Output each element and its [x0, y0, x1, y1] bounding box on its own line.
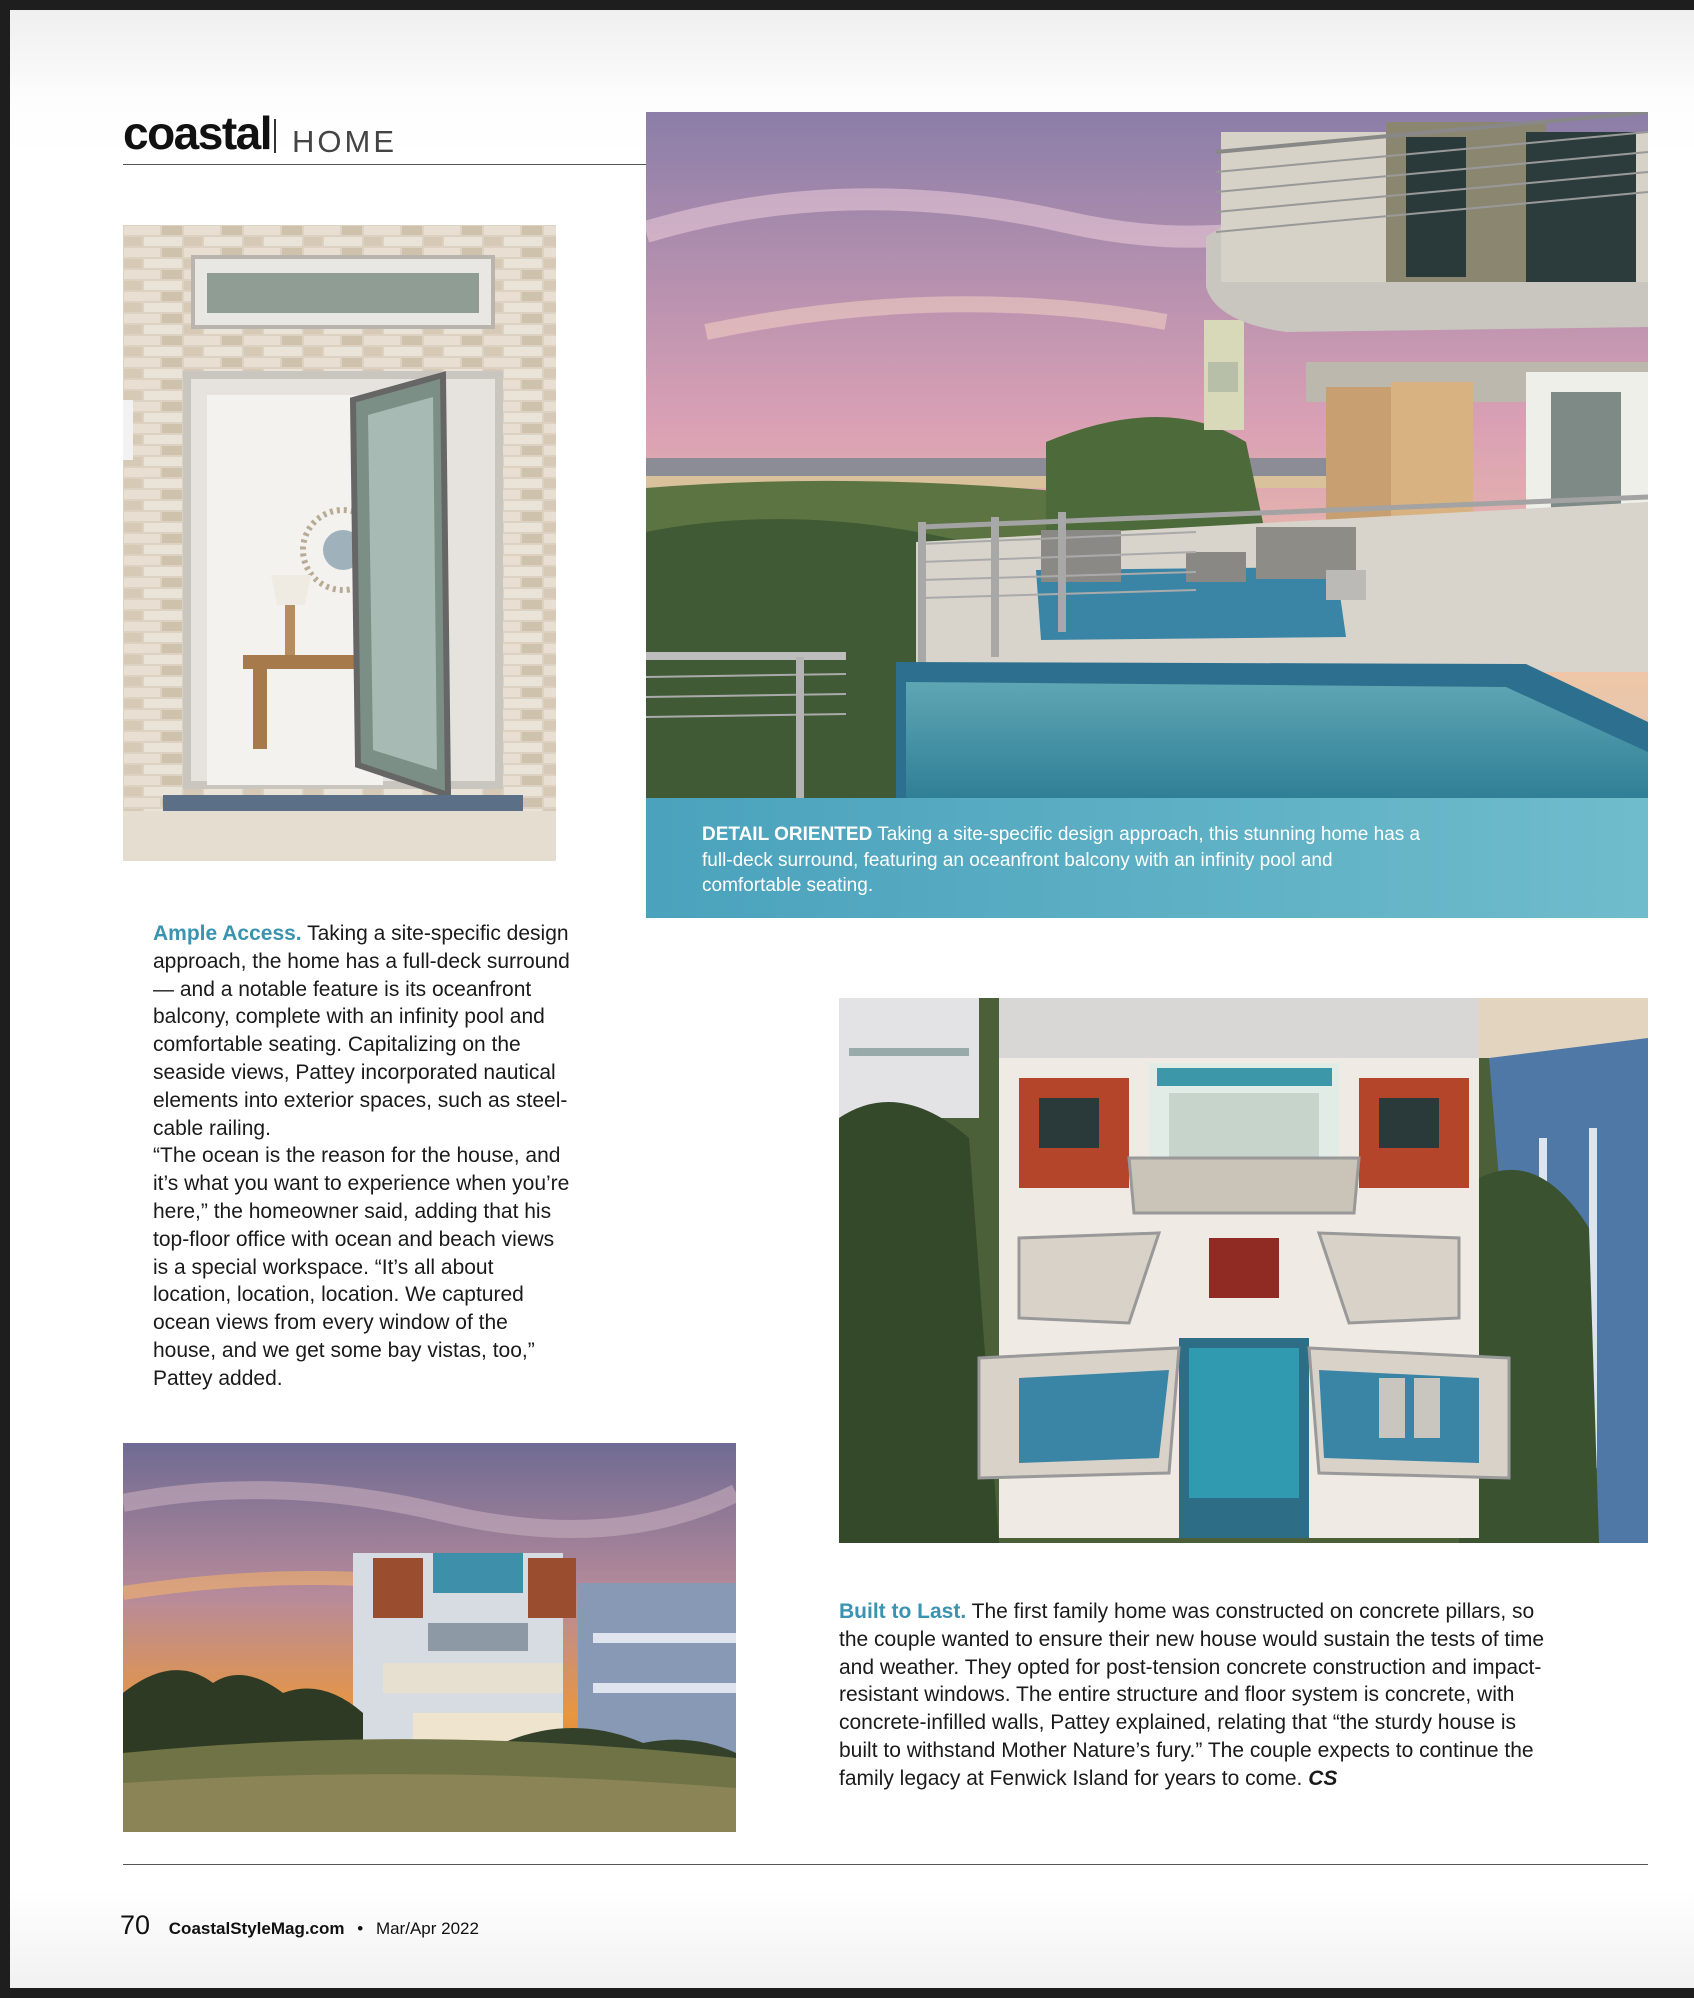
header-divider [274, 119, 276, 153]
caption-text: Taking a site-specific design approach, this stunning home has a full-deck surround, featuring an oceanfront balcony with an infinity pool and comfortable seating. [702, 824, 1421, 896]
paragraph-text: The first family home was constructed on concrete pillars, so the couple wanted to ensure their new house would sustain the tests of time and weather. They opted for post-tension concrete construction and impact-resistant windows. The entire structure and floor system is concrete, with concrete-infilled walls, Pattey explained, relating that “the sturdy house is built to withstand Mother Nature’s fury.” The couple expects to continue the family legacy at Fenwick Island for years to come. [839, 1600, 1545, 1790]
section-name: HOME [292, 124, 397, 159]
site-link[interactable]: CoastalStyleMag.com [168, 1919, 345, 1938]
article-signoff: CS [1308, 1766, 1338, 1790]
article-column-left [123, 920, 571, 1393]
footer-separator: • [357, 1919, 364, 1938]
article-paragraph-1 [123, 920, 571, 1142]
article-paragraph-2: “The ocean is the reason for the house, and it’s what you want to experience when you’re here,” the homeowner said, adding that his top-floor office with ocean and beach views is a special workspace. “It’s all about location, location, location. We captured ocean views from every window of the house, and we get some bay vistas, too,” Pattey added. [153, 1144, 570, 1390]
header-rule [123, 164, 658, 165]
paragraph-lead: Ample Access. [153, 922, 302, 945]
magazine-page [10, 10, 1694, 1988]
photo-caption-box [646, 798, 1648, 918]
photo-house-dunes-sunset [123, 1443, 736, 1832]
article-column-right [839, 1598, 1559, 1793]
caption-lead: DETAIL ORIENTED [702, 824, 873, 845]
photo-aerial-house [839, 998, 1648, 1543]
photo-entry-door [123, 225, 556, 861]
issue-date: Mar/Apr 2022 [375, 1919, 479, 1938]
section-header [123, 106, 397, 160]
paragraph-lead: Built to Last. [839, 1600, 967, 1623]
page-footer [120, 1910, 479, 1941]
page-number: 70 [120, 1910, 151, 1940]
photo-balcony-infinity-pool [646, 112, 1648, 798]
brand-name: coastal [123, 107, 272, 159]
article-paragraph-3 [839, 1598, 1559, 1793]
paragraph-text: Taking a site-specific design approach, the home has a full-deck surround — and a notable feature is its oceanfront balcony, complete with an infinity pool and comfortable seating. Capitalizing on the seaside views, Pattey incorporated nautical elements into exterior spaces, such as steel-cable railing. [153, 922, 570, 1140]
footer-rule [123, 1864, 1648, 1865]
photo-caption [702, 822, 1422, 899]
